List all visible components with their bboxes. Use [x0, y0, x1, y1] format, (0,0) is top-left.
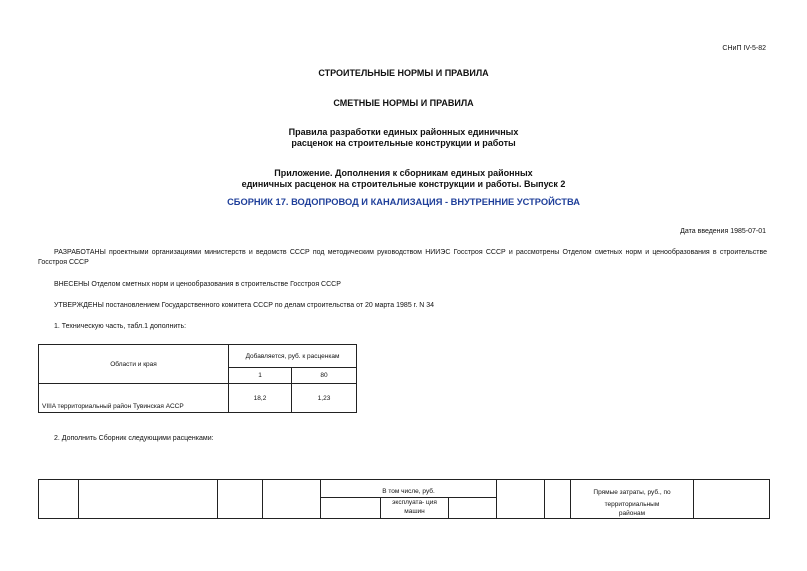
direct-cost-line1: Прямые затраты, руб., по: [593, 489, 671, 496]
incl-col-blank: [321, 498, 381, 519]
rates-col-blank: [39, 480, 79, 519]
regions-header: Области и края: [39, 345, 229, 384]
developed-label: РАЗРАБОТАНЫ: [54, 249, 106, 256]
introduced-text: Отделом сметных норм и ценообразования в строительстве Госстроя СССР: [89, 281, 341, 288]
region-name: VIIIA территориальный район Тувинская АССР: [39, 384, 229, 413]
regions-table: [38, 344, 357, 413]
rate-value-1: 18,2: [229, 384, 292, 413]
direct-cost-line2: территориальным: [604, 501, 660, 508]
approved-label: УТВЕРЖДЕНЫ: [54, 302, 104, 309]
direct-cost-header: [571, 480, 694, 519]
machine-operation-line2: машин: [404, 508, 425, 516]
collection-title: СБОРНИК 17. ВОДОПРОВОД И КАНАЛИЗАЦИЯ - ВНУТРЕННИЕ УСТРОЙСТВА: [227, 197, 580, 207]
introduced-label: ВНЕСЕНЫ: [54, 281, 90, 288]
rates-col-blank: [79, 480, 218, 519]
intro-date: Дата введения 1985-07-01: [680, 228, 766, 235]
machine-operation-header: [381, 498, 449, 519]
direct-cost-line3: районам: [618, 510, 646, 517]
paragraph-developed: [38, 248, 767, 268]
approved-text: постановлением Государственного комитета СССР по делам строительства от 20 марта 1985 г. N 34: [103, 302, 435, 309]
title-estimate-norms: СМЕТНЫЕ НОРМЫ И ПРАВИЛА: [333, 98, 474, 108]
rates-col-blank: [545, 480, 571, 519]
title-rules-line2: расценок на строительные конструкции и работы: [291, 138, 516, 148]
incl-col-blank: [449, 498, 497, 519]
title-appendix-line1: Приложение. Дополнения к сборникам единых районных: [274, 168, 533, 178]
rate-col-80: 80: [292, 368, 357, 384]
title-appendix-line2: единичных расценок на строительные конструкции и работы. Выпуск 2: [241, 179, 566, 189]
paragraph-approved: [38, 301, 767, 311]
rate-value-80: 1,23: [292, 384, 357, 413]
title-rules: [0, 127, 807, 149]
title-rules-line1: Правила разработки единых районных единичных: [288, 127, 519, 137]
title-appendix: [0, 168, 807, 190]
title-construction-norms: СТРОИТЕЛЬНЫЕ НОРМЫ И ПРАВИЛА: [318, 68, 489, 78]
incl-header: В том числе, руб.: [321, 480, 497, 498]
rates-col-blank: [497, 480, 545, 519]
rates-col-blank: [218, 480, 263, 519]
developed-text: проектными организациями министерств и ведомств СССР под методическим руководством НИИЭС Госстроя СССР и рассмотрены Отделом сметных норм и ценообразования в строительстве Госстроя СССР: [38, 249, 767, 266]
rates-col-blank: [263, 480, 321, 519]
addition-header: Добавляется, руб. к расценкам: [229, 345, 357, 368]
rate-col-1: 1: [229, 368, 292, 384]
rates-table: [38, 479, 770, 519]
paragraph-introduced: [38, 280, 767, 290]
document-code: СНиП IV-5-82: [722, 45, 766, 52]
paragraph-rates-intro: 2. Дополнить Сборник следующими расценками:: [54, 435, 214, 442]
rates-col-blank: [694, 480, 770, 519]
machine-operation-line1: эксплуата- ция: [392, 499, 437, 507]
paragraph-table-intro: 1. Техническую часть, табл.1 дополнить:: [54, 323, 187, 330]
